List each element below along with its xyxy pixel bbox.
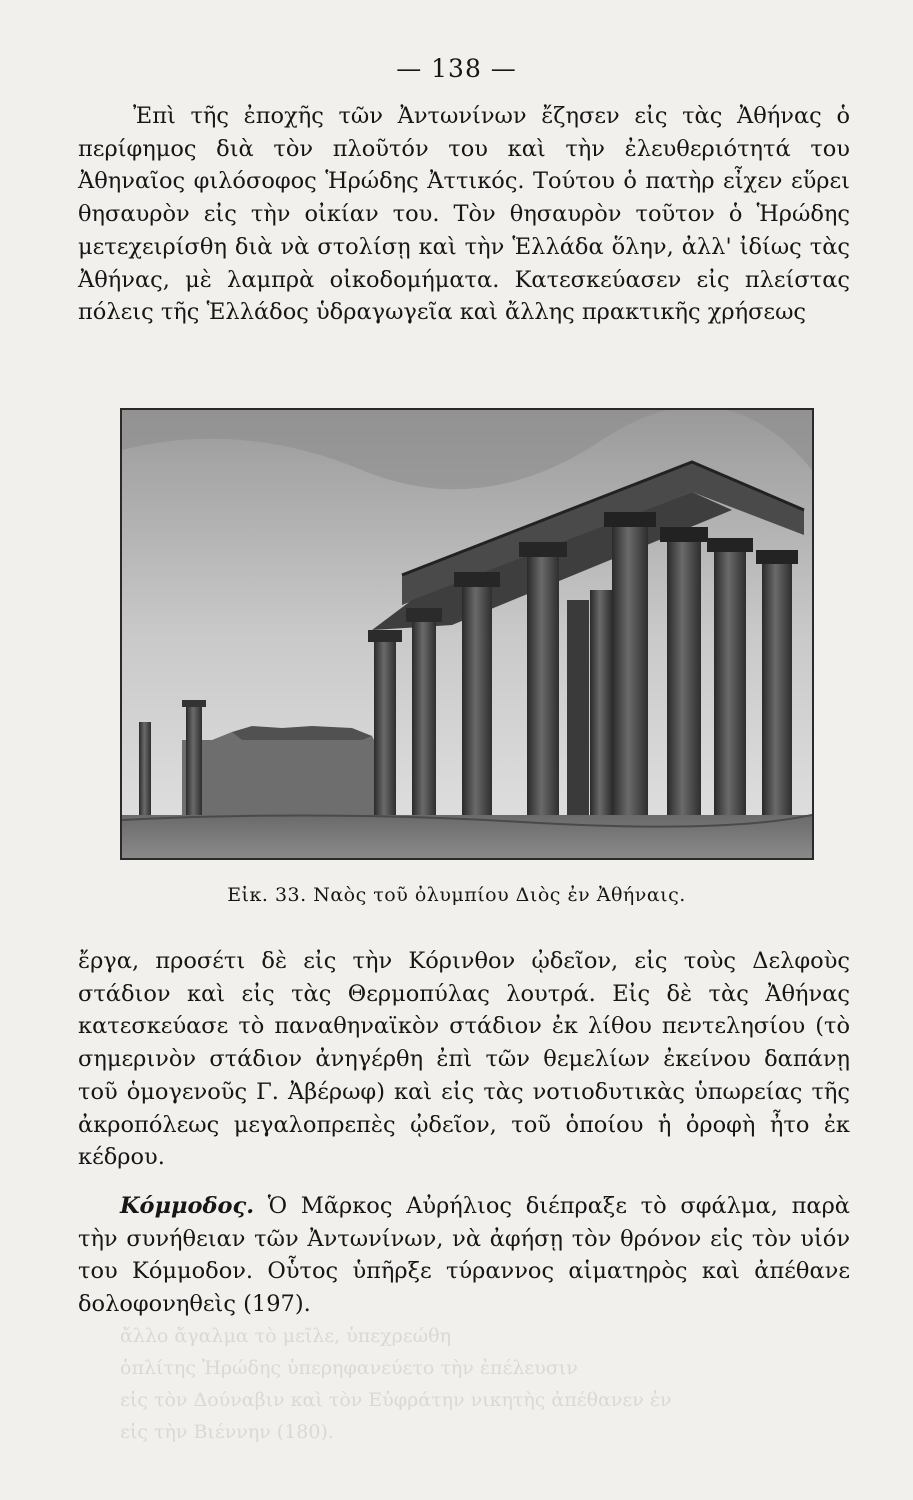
bleed-line: ἄλλο ἄγαλμα τὸ μεῖλε, ὑπεχρεώθη xyxy=(120,1325,451,1347)
bleed-through-text xyxy=(120,1320,900,1448)
paragraph-herodes-atticus: Ἐπὶ τῆς ἐποχῆς τῶν Ἀντωνίνων ἔζησεν εἰς τὰς Ἀθήνας ὁ περίφημος διὰ τὸν πλοῦτόν του καὶ τὴν ἐλευθεριότητά του Ἀθηναῖος φιλόσοφος Ἡρώδης Ἀττικός. Τούτου ὁ πατὴρ εἶχεν εὕρει θησαυρὸν εἰς τὴν οἰκίαν του. Τὸν θησαυρὸν τοῦτον ὁ Ἡρώδης μετεχειρίσθη διὰ νὰ στολίσῃ καὶ τὴν Ἑλλάδα ὅλην, ἀλλ' ἰδίως τὰς Ἀθήνας, μὲ λαμπρὰ οἰκοδομήματα. Κατεσκεύασεν εἰς πλείστας πόλεις τῆς Ἑλλάδος ὑδραγωγεῖα καὶ ἄλλης πρακτικῆς χρήσεως xyxy=(78,103,850,326)
commodus-text: Ὁ Μᾶρκος Αὐρήλιος διέπραξε τὸ σφάλμα, παρὰ τὴν συνήθειαν τῶν Ἀντωνίνων, νὰ ἀφήσῃ τὸν θρόνον εἰς τὸν υἱόν του Κόμμοδον. Οὗτος ὑπῆρξε τύραννος αἱματηρὸς καὶ ἀπέθανε δολοφονηθεὶς (197). xyxy=(78,1193,850,1318)
bleed-line: ὁπλίτης Ἡρώδης ὑπερηφανεύετο τὴν ἐπέλευσιν xyxy=(120,1357,578,1379)
paragraph-herodes-works: ἔργα, προσέτι δὲ εἰς τὴν Κόρινθον ᾠδεῖον, εἰς τοὺς Δελφοὺς στάδιον καὶ εἰς τὰς Θερμοπύλας λουτρά. Εἰς δὲ τὰς Ἀθήνας κατεσκεύασε τὸ παναθηναϊκὸν στάδιον ἐκ λίθου πεντελησίου (τὸ σημερινὸν στάδιον ἀνηγέρθη ἐπὶ τῶν θεμελίων ἐκείνου δαπάνῃ τοῦ ὁμογενοῦς Γ. Ἀβέρωφ) καὶ εἰς τὰς νοτιοδυτικὰς ὑπωρείας τῆς ἀκροπόλεως μεγαλοπρεπὲς ᾠδεῖον, τοῦ ὁποίου ἡ ὀροφὴ ἦτο ἐκ κέδρου. xyxy=(78,948,850,1171)
paragraph-commodus xyxy=(78,1190,850,1321)
section-heading-commodus: Κόμμοδος. xyxy=(120,1193,255,1219)
figure-caption: Εἰκ. 33. Ναὸς τοῦ ὀλυμπίου Διὸς ἐν Ἀθήναις. xyxy=(227,884,686,906)
temple-of-olympian-zeus-image xyxy=(122,410,812,858)
bleed-line: εἰς τὴν Βιέννην (180). xyxy=(120,1421,334,1443)
bleed-line: εἰς τὸν Δούναβιν καὶ τὸν Εὐφράτην νικητὴς ἀπέθανεν ἐν xyxy=(120,1389,672,1411)
figure-temple-photo xyxy=(120,408,814,860)
page-number: — 138 — xyxy=(396,54,517,83)
